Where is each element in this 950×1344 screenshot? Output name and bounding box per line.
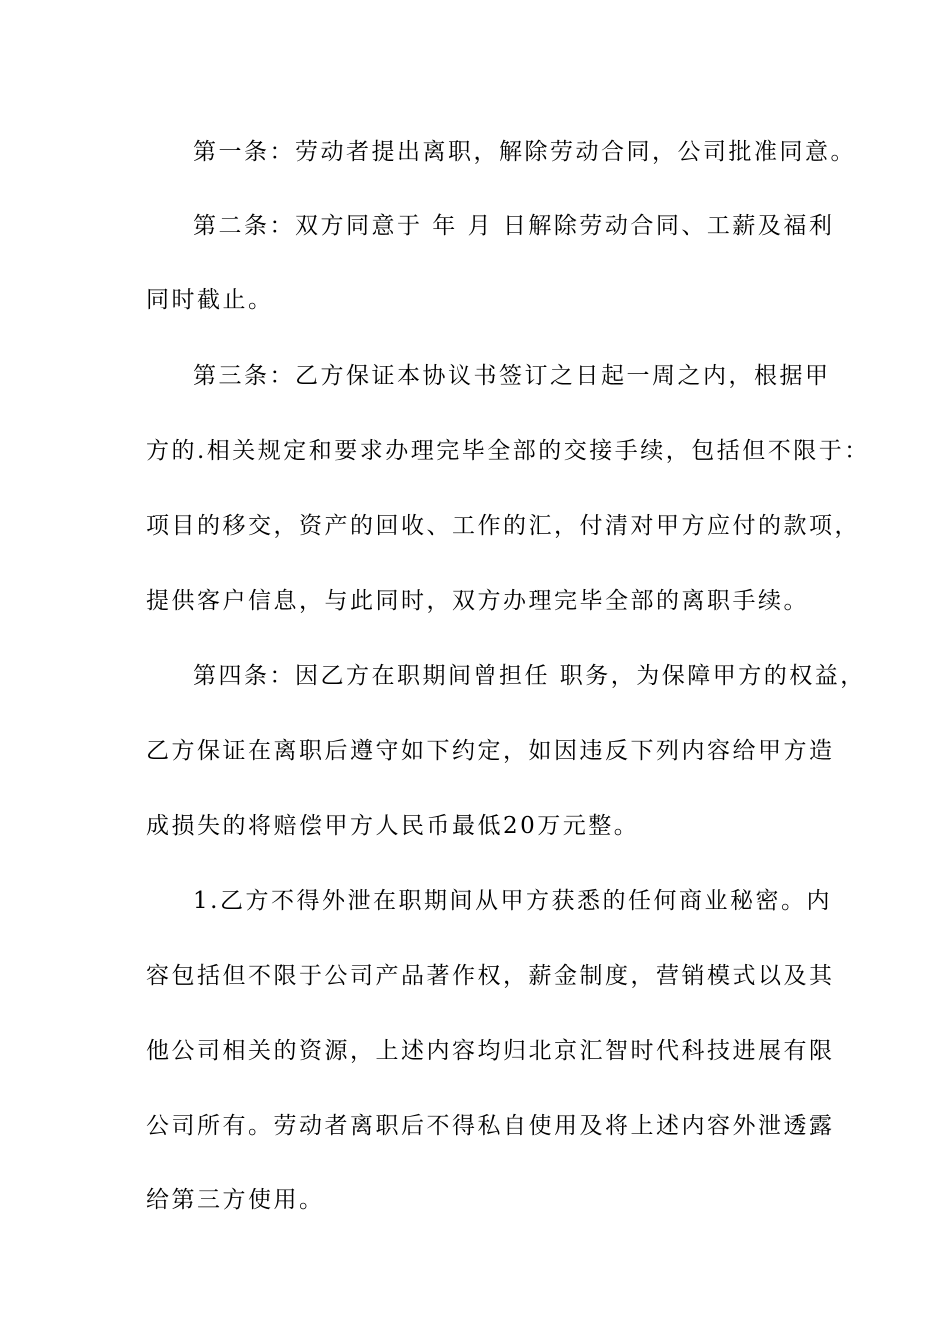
article-4-line-3: 成损失的将赔偿甲方人民币最低20万元整。	[146, 813, 640, 839]
article-4-line-1: 第四条：因乙方在职期间曾担任 职务，为保障甲方的权益，	[193, 663, 866, 689]
article-3-line-3: 项目的移交，资产的回收、工作的汇，付清对甲方应付的款项，	[146, 513, 860, 539]
article-1-line-1: 第一条：劳动者提出离职，解除劳动合同，公司批准同意。	[193, 139, 856, 165]
article-4-line-2: 乙方保证在离职后遵守如下约定，如因违反下列内容给甲方造	[146, 738, 835, 764]
item-1-line-2: 容包括但不限于公司产品著作权，薪金制度，营销模式以及其	[146, 963, 835, 989]
item-1-line-3: 他公司相关的资源，上述内容均归北京汇智时代科技进展有限	[146, 1038, 835, 1064]
article-2-line-2: 同时截止。	[146, 287, 274, 313]
article-3-line-1: 第三条：乙方保证本协议书签订之日起一周之内，根据甲	[193, 363, 831, 389]
item-1-line-5: 给第三方使用。	[146, 1187, 325, 1213]
article-3-line-2: 方的.相关规定和要求办理完毕全部的交接手续，包括但不限于：	[146, 438, 870, 464]
article-2-line-1: 第二条：双方同意于 年 月 日解除劳动合同、工薪及福利	[193, 213, 835, 239]
item-1-line-4: 公司所有。劳动者离职后不得私自使用及将上述内容外泄透露	[146, 1113, 835, 1139]
item-1-line-1: 1.乙方不得外泄在职期间从甲方获悉的任何商业秘密。内	[193, 888, 832, 914]
article-3-line-4: 提供客户信息，与此同时，双方办理完毕全部的离职手续。	[146, 588, 809, 614]
